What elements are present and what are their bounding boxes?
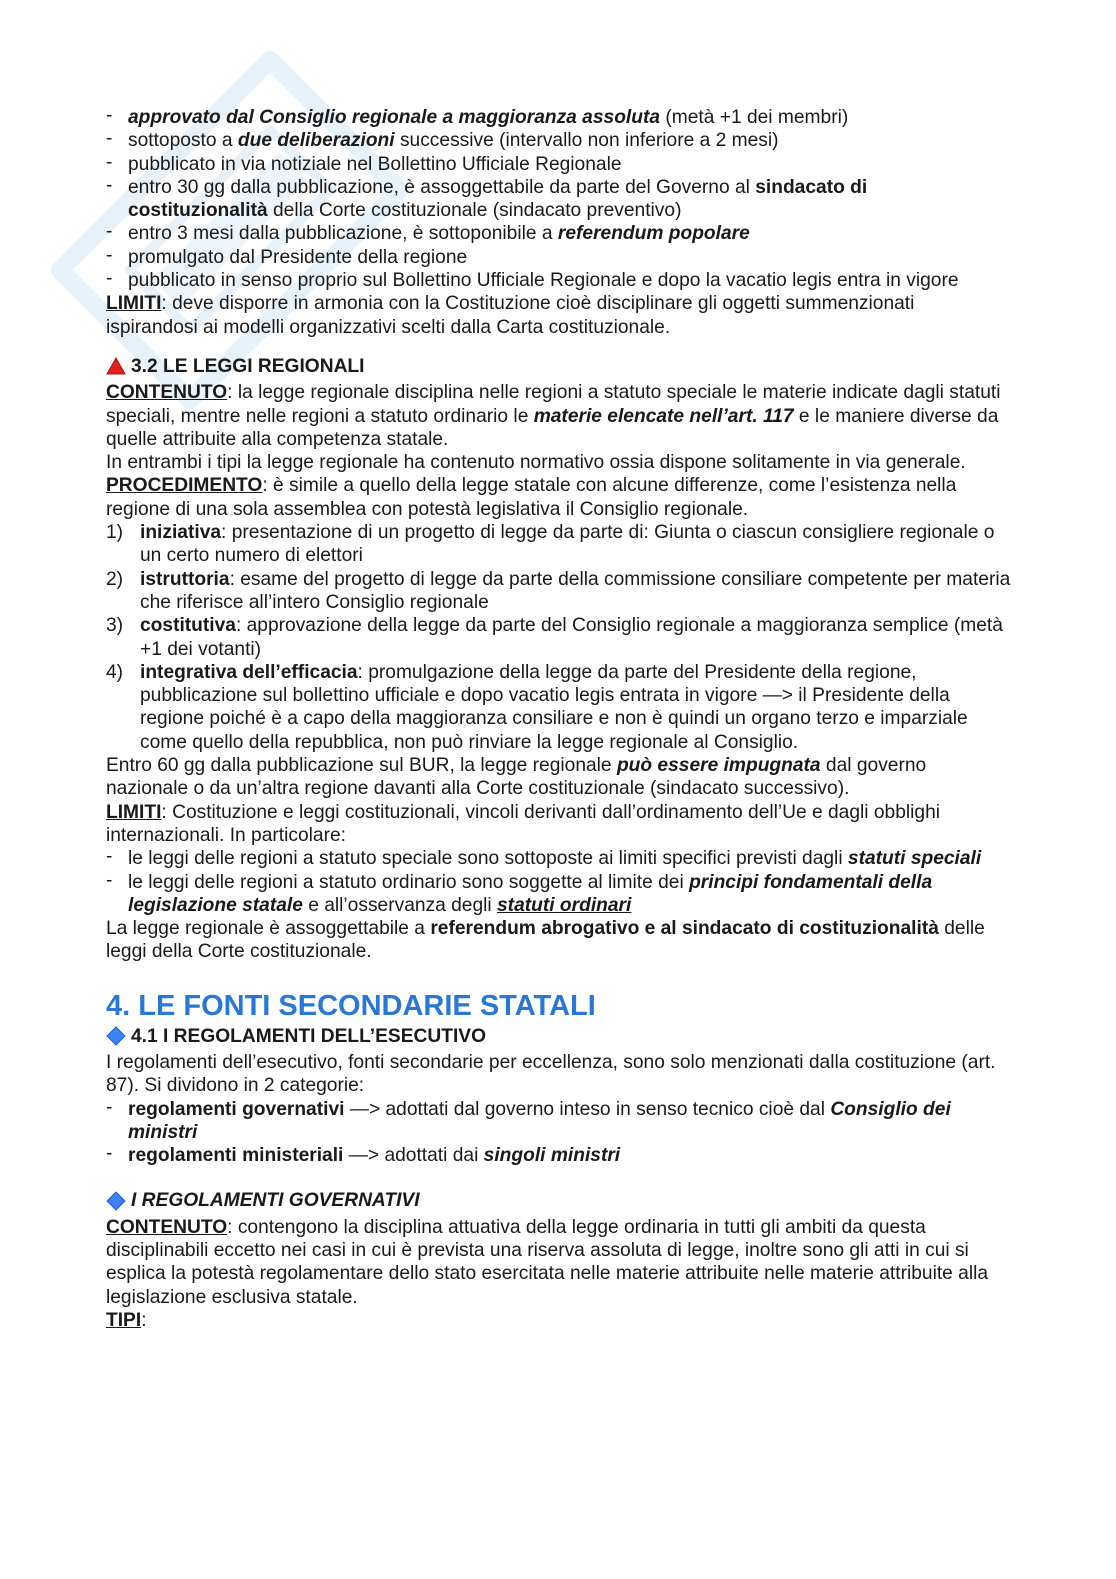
- list-item: - entro 30 gg dalla pubblicazione, è assoggettabile da parte del Governo al sindacato di costituzionalità della Corte costituzionale (sindacato preventivo): [106, 176, 1011, 223]
- list-item: 4) integrativa dell’efficacia: promulgazione della legge da parte del Presidente della regione, pubblicazione sul bollettino ufficiale e dopo vacatio legis entrata in vigore —> il Presidente della regione poiché è a capo della maggioranza consiliare e non è quindi un organo terzo e imparziale come quello della repubblica, non può rinviare la legge regionale al Consiglio.: [106, 661, 968, 753]
- limiti-list: [106, 847, 1011, 917]
- contenuto-paragraph: CONTENUTO: la legge regionale disciplina nelle regioni a statuto speciale le materie indicate dagli statuti speciali, mentre nelle regioni a statuto ordinario le materie elencate nell’art. 117 e le maniere diverse da quelle attribuite alla competenza statale.: [106, 382, 1001, 450]
- list-item: - approvato dal Consiglio regionale a maggioranza assoluta (metà +1 dei membri): [106, 106, 1011, 129]
- contenuto-paragraph: CONTENUTO: contengono la disciplina attuativa della legge ordinaria in tutti gli ambiti da questa disciplinabili eccetto nei casi in cui è prevista una riserva assoluta di legge, inoltre sono gli atti in cui si esplica la potestà regolamentare dello stato esercitata nelle materie attribuite nelle materie attribuite alla legislazione esclusiva statale.: [106, 1216, 989, 1308]
- list-item: 2) istruttoria: esame del progetto di legge da parte della commissione consiliare competente per materia che riferisce all’intero Consiglio regionale: [106, 568, 1011, 613]
- list-item: 3) costitutiva: approvazione della legge da parte del Consiglio regionale a maggioranza semplice (metà +1 dei votanti): [106, 615, 1003, 660]
- list-item: - le leggi delle regioni a statuto ordinario sono soggette al limite dei principi fondamentali della legislazione statale e all’osservanza degli statuti ordinari: [106, 871, 1011, 918]
- impugnazione-paragraph: Entro 60 gg dalla pubblicazione sul BUR, la legge regionale può essere impugnata dal governo nazionale o da un’altra regione davanti alla Corte costituzionale (sindacato successivo).: [106, 755, 927, 800]
- section-heading-3-2: 3.2 LE LEGGI REGIONALI: [106, 355, 1011, 378]
- list-item: - sottoposto a due deliberazioni successive (intervallo non inferiore a 2 mesi): [106, 129, 1011, 152]
- section-heading-4: 4. LE FONTI SECONDARIE STATALI: [106, 989, 596, 1022]
- procedimento-paragraph: PROCEDIMENTO: è simile a quello della legge statale con alcune differenze, come l’esistenza nella regione di una sola assemblea con potestà legislativa il Consiglio regionale.: [106, 475, 957, 520]
- warning-triangle-icon: [106, 357, 128, 377]
- list-item: - le leggi delle regioni a statuto speciale sono sottoposte ai limiti specifici previsti dagli statuti speciali: [106, 847, 1011, 870]
- referendum-paragraph: La legge regionale è assoggettabile a referendum abrogativo e al sindacato di costituzionalità delle leggi della Corte costituzionale.: [106, 918, 985, 963]
- document-page: [106, 106, 1011, 1332]
- list-item: - pubblicato in via notiziale nel Bollettino Ufficiale Regionale: [106, 153, 1011, 176]
- section-heading-4-1: 4.1 I REGOLAMENTI DELL’ESECUTIVO: [106, 1025, 1011, 1048]
- list-item: - pubblicato in senso proprio sul Bollettino Ufficiale Regionale e dopo la vacatio legis entra in vigore: [106, 269, 1011, 292]
- list-item: - promulgato dal Presidente della regione: [106, 246, 1011, 269]
- blue-diamond-icon: [106, 1191, 128, 1211]
- blue-diamond-icon: [106, 1026, 128, 1046]
- tipi-paragraph: TIPI:: [106, 1309, 147, 1331]
- list-item: 1) iniziativa: presentazione di un progetto di legge da parte di: Giunta o ciascun consigliere regionale o un certo numero di elettori: [106, 522, 995, 567]
- limiti-paragraph: LIMITI: deve disporre in armonia con la Costituzione cioè disciplinare gli oggetti summenzionati ispirandosi ai modelli organizzativi scelti dalla Carta costituzionale.: [106, 293, 915, 338]
- subsection-heading-governativi: I REGOLAMENTI GOVERNATIVI: [106, 1189, 1011, 1212]
- list-item: - regolamenti ministeriali —> adottati dai singoli ministri: [106, 1144, 1011, 1167]
- approval-steps-list: [106, 106, 1011, 292]
- list-item: - regolamenti governativi —> adottati dal governo inteso in senso tecnico cioè dal Consiglio dei ministri: [106, 1098, 1011, 1145]
- procedure-steps-list: [106, 521, 1011, 754]
- regolamenti-intro: I regolamenti dell’esecutivo, fonti secondarie per eccellenza, sono solo menzionati dalla costituzione (art. 87). Si dividono in 2 categorie:: [106, 1051, 996, 1097]
- regolamenti-list: [106, 1098, 1011, 1168]
- list-item: - entro 3 mesi dalla pubblicazione, è sottoponibile a referendum popolare: [106, 222, 1011, 245]
- limiti-paragraph: LIMITI: Costituzione e leggi costituzionali, vincoli derivanti dall’ordinamento dell’Ue e dagli obblighi internazionali. In particolare:: [106, 801, 941, 846]
- entrambi-paragraph: In entrambi i tipi la legge regionale ha contenuto normativo ossia dispone solitamente in via generale.: [106, 452, 966, 474]
